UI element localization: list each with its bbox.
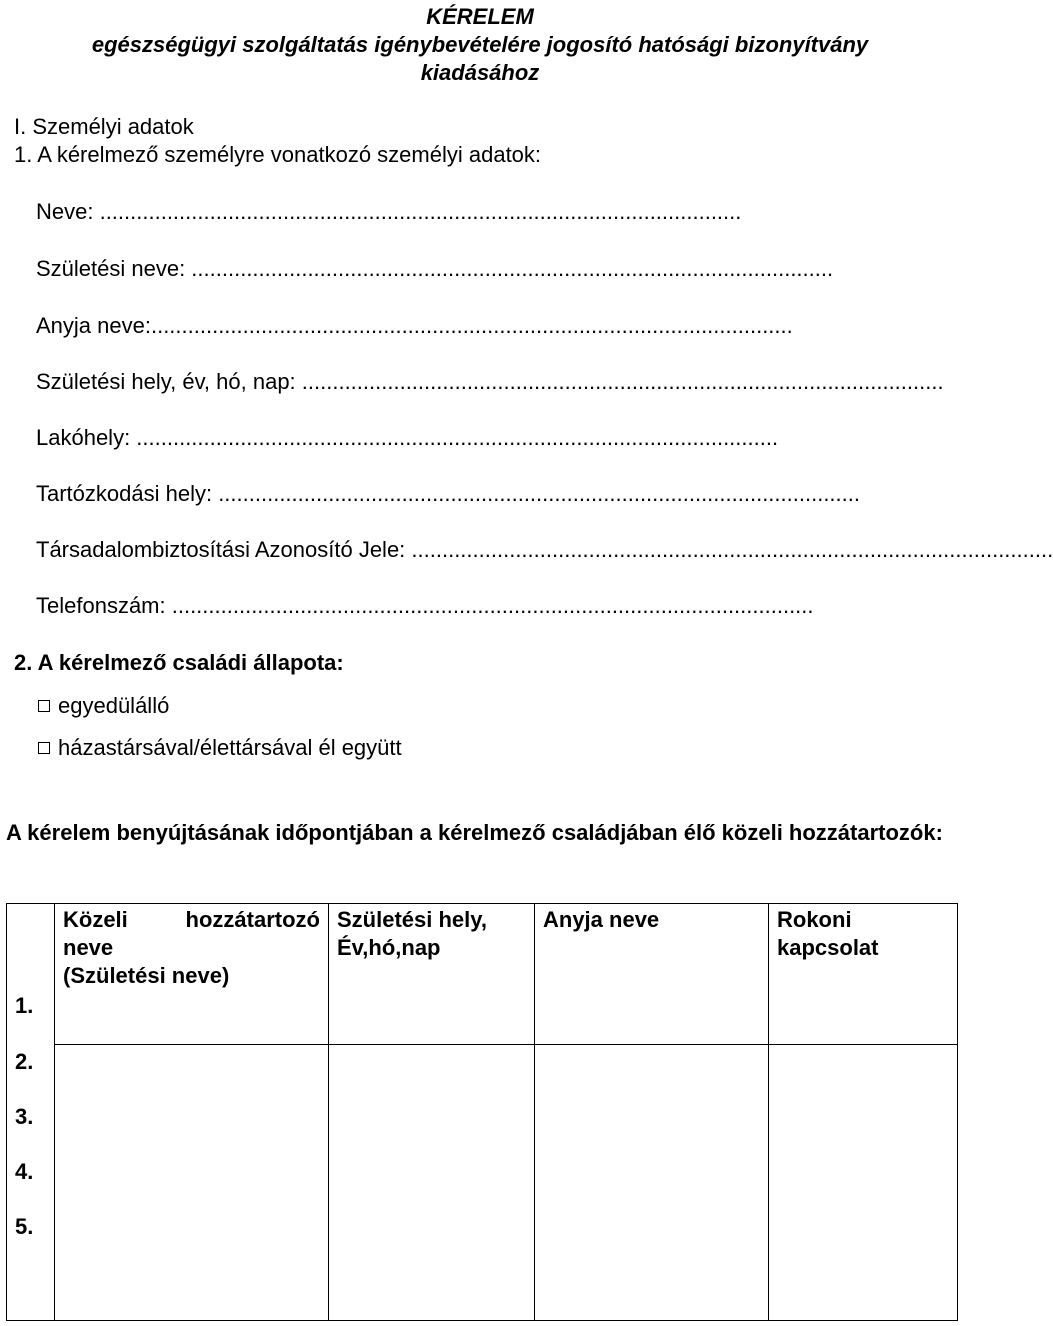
row-number: 3. [15,1104,34,1129]
option-cohabiting[interactable] [38,734,402,762]
document-subtitle-line2: kiadásához [420,60,540,85]
field-mother-name[interactable]: Anyja neve:......................................................................................................... [36,313,793,338]
option-single-label: egyedülálló [58,693,170,718]
field-phone[interactable]: Telefonszám: ......................................................................................................... [36,593,814,618]
row-number: 5. [15,1214,34,1239]
field-taj-number[interactable]: Társadalombiztosítási Azonosító Jele: ......................................................................................................... [36,537,1053,562]
header-relative-name-line2: neve [63,935,114,960]
section-heading: I. Személyi adatok [14,114,194,139]
row-number: 1. [15,993,34,1018]
header-birth-place-date [329,904,535,1045]
header-relative-name-line1: Közeli hozzátartozó [63,907,320,932]
relative-relationship-cell[interactable] [769,1045,958,1321]
option-single[interactable] [38,692,169,720]
header-relationship-line2: kapcsolat [777,935,879,960]
header-relationship [769,904,958,1045]
header-mother-line1: Anyja neve [543,907,660,932]
header-relationship-line1: Rokoni [777,907,852,932]
relative-mother-cell[interactable] [535,1045,769,1321]
option-cohabiting-label: házastársával/élettársával él együtt [58,735,402,760]
checkbox-single[interactable] [38,700,50,712]
marital-status-heading: 2. A kérelmező családi állapota: [14,650,344,675]
row-number: 4. [15,1159,34,1184]
field-residence[interactable]: Lakóhely: ......................................................................................................... [36,425,779,450]
header-birth-line2: Év,hó,nap [337,935,441,960]
field-birth-name[interactable]: Születési neve: ......................................................................................................... [36,256,834,281]
relative-birth-cell[interactable] [329,1045,535,1321]
document-title: KÉRELEM [426,4,534,29]
relatives-intro: A kérelem benyújtásának időpontjában a kérelmező családjában élő közeli hozzátartozók: [6,820,943,845]
relative-name-cell[interactable] [55,1045,329,1321]
number-column [7,904,55,1321]
field-birth-place-date[interactable]: Születési hely, év, hó, nap: ......................................................................................................... [36,369,944,394]
row-number: 2. [15,1049,34,1074]
section-subheading: 1. A kérelmező személyre vonatkozó személyi adatok: [14,142,542,167]
relatives-table [6,903,958,1321]
header-birth-line1: Születési hely, [337,907,487,932]
field-name[interactable]: Neve: ......................................................................................................... [36,199,742,224]
field-temporary-residence[interactable]: Tartózkodási hely: ......................................................................................................... [36,481,860,506]
checkbox-cohabiting[interactable] [38,742,50,754]
header-relative-name-line3: (Születési neve) [63,963,230,988]
header-mother-name [535,904,769,1045]
document-subtitle-line1: egészségügyi szolgáltatás igénybevételére jogosító hatósági bizonyítvány [91,32,869,57]
header-relative-name [55,904,329,1045]
